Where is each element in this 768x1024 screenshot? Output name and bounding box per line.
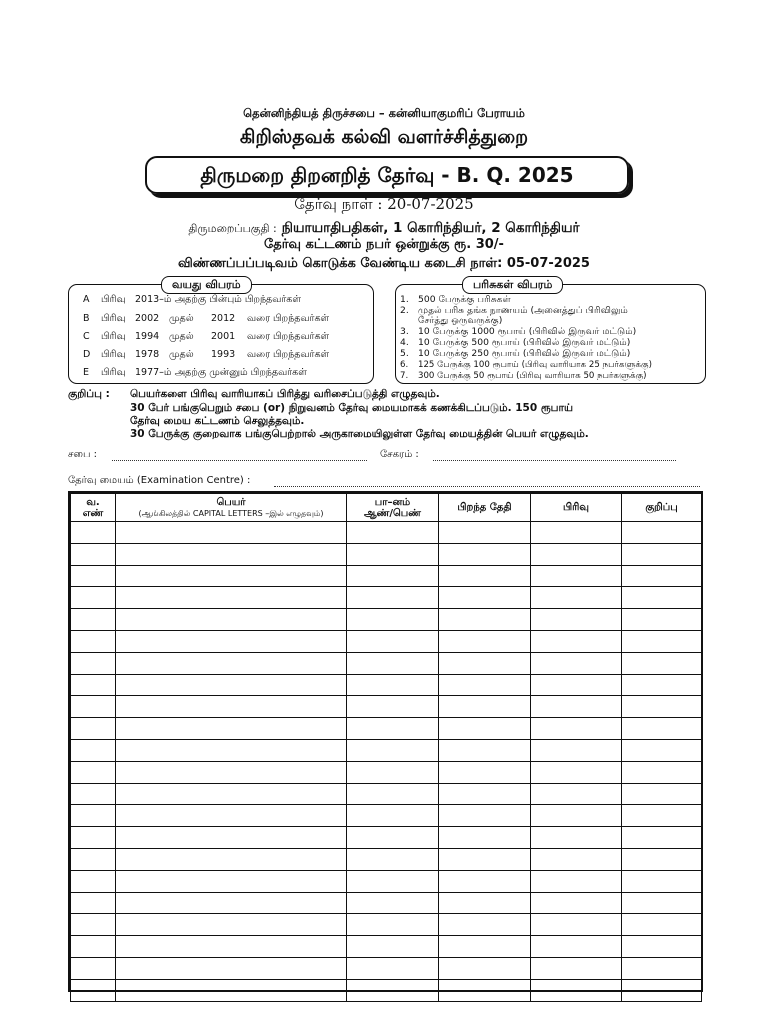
serial-cell[interactable] (71, 914, 116, 936)
birth-date-cell[interactable] (439, 914, 531, 936)
notes-label: குறிப்பு : (68, 388, 110, 400)
category-cell[interactable] (531, 805, 622, 827)
age-details-box (68, 278, 374, 384)
table-row (71, 761, 702, 783)
birth-date-cell[interactable] (439, 979, 531, 1001)
application-deadline: விண்ணப்பப்படிவம் கொடுக்க வேண்டிய கடைசி நாள்: 05-07-2025 (178, 256, 590, 271)
prize-details-box (395, 278, 706, 384)
gender-cell[interactable] (347, 630, 439, 652)
serial-cell[interactable] (71, 805, 116, 827)
birth-date-cell[interactable] (439, 587, 531, 609)
age-row: B பிரிவு 2002 முதல் 2012 வரை பிறந்தவர்கள் (83, 313, 330, 324)
birth-date-cell[interactable] (439, 652, 531, 674)
name-cell[interactable] (116, 783, 347, 805)
note-line: தேர்வு மைய கட்டணம் செலுத்தவும். (130, 415, 305, 427)
table-row (71, 892, 702, 914)
organization-line: தென்னிந்தியத் திருச்சபை – கன்னியாகுமரிப் பேராயம் (243, 106, 525, 120)
serial-cell[interactable] (71, 957, 116, 979)
birth-date-cell[interactable] (439, 696, 531, 718)
gender-cell[interactable] (347, 805, 439, 827)
gender-cell[interactable] (347, 870, 439, 892)
secretary-label: சேகரம் : (380, 449, 419, 460)
category-cell[interactable] (531, 609, 622, 631)
birth-date-cell[interactable] (439, 761, 531, 783)
age-row: E பிரிவு 1977–ம் அதற்கு முன்னும் பிறந்தவர்கள் (83, 367, 307, 378)
table-row (71, 827, 702, 849)
remarks-cell[interactable] (622, 652, 702, 674)
note-line: பெயர்களை பிரிவு வாரியாகப் பிரித்து வரிசைப்படுத்தி எழுதவும். (130, 388, 440, 400)
name-cell[interactable] (116, 565, 347, 587)
bible-section-row (0, 217, 768, 238)
table-row (71, 543, 702, 565)
serial-cell[interactable] (71, 761, 116, 783)
gender-cell[interactable] (347, 979, 439, 1001)
department-title: கிறிஸ்தவக் கல்வி வளர்ச்சித்துறை (239, 126, 529, 148)
category-cell[interactable] (531, 914, 622, 936)
exam-fee: தேர்வு கட்டணம் நபர் ஒன்றுக்கு ரூ. 30/- (264, 237, 504, 252)
age-row: A பிரிவு 2013–ம் அதற்கு பின்பும் பிறந்தவர்கள் (83, 294, 301, 305)
name-cell[interactable] (116, 957, 347, 979)
remarks-cell[interactable] (622, 761, 702, 783)
name-cell[interactable] (116, 870, 347, 892)
name-cell[interactable] (116, 587, 347, 609)
gender-cell[interactable] (347, 718, 439, 740)
serial-cell[interactable] (71, 696, 116, 718)
prize-item: 3. 10 பேருக்கு 1000 ரூபாய் (பிரிவில் இருவர் மட்டும்) (400, 326, 637, 337)
bible-section-value: நியாயாதிபதிகள், 1 கொரிந்தியர், 2 கொரிந்தியர் (281, 220, 580, 236)
remarks-cell[interactable] (622, 718, 702, 740)
name-cell[interactable] (116, 914, 347, 936)
birth-date-cell[interactable] (439, 827, 531, 849)
category-cell[interactable] (531, 761, 622, 783)
name-cell[interactable] (116, 805, 347, 827)
name-cell[interactable] (116, 522, 347, 544)
birth-date-cell[interactable] (439, 936, 531, 958)
name-cell[interactable] (116, 827, 347, 849)
remarks-cell[interactable] (622, 957, 702, 979)
category-cell[interactable] (531, 630, 622, 652)
gender-cell[interactable] (347, 543, 439, 565)
name-cell[interactable] (116, 892, 347, 914)
prize-item: 6. 125 பேருக்கு 100 ரூபாய் (பிரிவு வாரியாக 25 நபர்களுக்கு) (400, 360, 652, 370)
header-birth-date: பிறந்த தேதி (439, 494, 531, 522)
birth-date-cell[interactable] (439, 674, 531, 696)
serial-cell[interactable] (71, 892, 116, 914)
serial-cell[interactable] (71, 587, 116, 609)
table-header-row (71, 494, 702, 522)
prize-item: 2. முதல் பரிசு தங்க நாணயம் (அனைத்துப் பிரிவிலும் (400, 305, 628, 316)
gender-cell[interactable] (347, 696, 439, 718)
gender-cell[interactable] (347, 522, 439, 544)
remarks-cell[interactable] (622, 914, 702, 936)
prize-item: 1. 500 பேருக்கு பரிசுகள் (400, 294, 511, 305)
birth-date-cell[interactable] (439, 957, 531, 979)
serial-cell[interactable] (71, 848, 116, 870)
category-cell[interactable] (531, 718, 622, 740)
entry-table (68, 491, 703, 992)
table-row (71, 565, 702, 587)
table-row (71, 587, 702, 609)
table-row (71, 609, 702, 631)
gender-cell[interactable] (347, 565, 439, 587)
remarks-cell[interactable] (622, 805, 702, 827)
birth-date-cell[interactable] (439, 739, 531, 761)
serial-cell[interactable] (71, 674, 116, 696)
birth-date-cell[interactable] (439, 543, 531, 565)
note-line: 30 பேருக்கு குறைவாக பங்குபெற்றால் அருகாமையிலுள்ள தேர்வு மையத்தின் பெயர் எழுதவும். (130, 428, 589, 440)
serial-cell[interactable] (71, 870, 116, 892)
category-cell[interactable] (531, 565, 622, 587)
name-cell[interactable] (116, 936, 347, 958)
remarks-cell[interactable] (622, 936, 702, 958)
name-cell[interactable] (116, 696, 347, 718)
table-row (71, 979, 702, 1001)
church-label: சபை : (68, 449, 97, 460)
category-cell[interactable] (531, 543, 622, 565)
category-cell[interactable] (531, 957, 622, 979)
remarks-cell[interactable] (622, 783, 702, 805)
gender-cell[interactable] (347, 848, 439, 870)
serial-cell[interactable] (71, 739, 116, 761)
category-cell[interactable] (531, 870, 622, 892)
prize-item: 7. 300 பேருக்கு 50 ரூபாய் (பிரிவு வாரியாக 50 நபர்களுக்கு) (400, 371, 647, 381)
table-row (71, 805, 702, 827)
serial-cell[interactable] (71, 718, 116, 740)
prize-details-title: பரிசுகள் விபரம் (462, 276, 563, 294)
category-cell[interactable] (531, 522, 622, 544)
gender-cell[interactable] (347, 739, 439, 761)
category-cell[interactable] (531, 936, 622, 958)
gender-cell[interactable] (347, 674, 439, 696)
prize-item-continuation: சேர்த்து ஒருவருக்கு) (418, 315, 503, 326)
table-row (71, 718, 702, 740)
name-cell[interactable] (116, 630, 347, 652)
gender-cell[interactable] (347, 761, 439, 783)
serial-cell[interactable] (71, 609, 116, 631)
name-cell[interactable] (116, 848, 347, 870)
remarks-cell[interactable] (622, 827, 702, 849)
serial-cell[interactable] (71, 783, 116, 805)
serial-cell[interactable] (71, 979, 116, 1001)
prize-item: 4. 10 பேருக்கு 500 ரூபாய் (பிரிவில் இருவர் மட்டும்) (400, 337, 631, 348)
serial-cell[interactable] (71, 543, 116, 565)
exam-date: தேர்வு நாள் : 20-07-2025 (294, 195, 474, 213)
birth-date-cell[interactable] (439, 522, 531, 544)
table-row (71, 522, 702, 544)
remarks-cell[interactable] (622, 609, 702, 631)
birth-date-cell[interactable] (439, 892, 531, 914)
header-category: பிரிவு (531, 494, 622, 522)
birth-date-cell[interactable] (439, 783, 531, 805)
remarks-cell[interactable] (622, 587, 702, 609)
category-cell[interactable] (531, 739, 622, 761)
category-cell[interactable] (531, 783, 622, 805)
category-cell[interactable] (531, 696, 622, 718)
exam-centre-label: தேர்வு மையம் (Examination Centre) : (68, 475, 251, 486)
prize-item: 5. 10 பேருக்கு 250 ரூபாய் (பிரிவில் இருவர் மட்டும்) (400, 348, 631, 359)
birth-date-cell[interactable] (439, 609, 531, 631)
birth-date-cell[interactable] (439, 630, 531, 652)
remarks-cell[interactable] (622, 565, 702, 587)
table-row (71, 652, 702, 674)
remarks-cell[interactable] (622, 848, 702, 870)
gender-cell[interactable] (347, 827, 439, 849)
table-row (71, 870, 702, 892)
name-cell[interactable] (116, 543, 347, 565)
remarks-cell[interactable] (622, 543, 702, 565)
category-cell[interactable] (531, 827, 622, 849)
header-gender: பா–னம் ஆண்/பெண் (347, 494, 439, 522)
gender-cell[interactable] (347, 783, 439, 805)
gender-cell[interactable] (347, 957, 439, 979)
bible-section-label: திருமறைப்பகுதி : (188, 222, 277, 235)
gender-cell[interactable] (347, 587, 439, 609)
name-cell[interactable] (116, 739, 347, 761)
table-row (71, 739, 702, 761)
name-cell[interactable] (116, 761, 347, 783)
serial-cell[interactable] (71, 630, 116, 652)
gender-cell[interactable] (347, 652, 439, 674)
age-row: C பிரிவு 1994 முதல் 2001 வரை பிறந்தவர்கள் (83, 331, 330, 342)
name-cell[interactable] (116, 979, 347, 1001)
gender-cell[interactable] (347, 892, 439, 914)
secretary-field[interactable] (433, 460, 676, 461)
header-remarks: குறிப்பு (622, 494, 702, 522)
birth-date-cell[interactable] (439, 848, 531, 870)
birth-date-cell[interactable] (439, 870, 531, 892)
remarks-cell[interactable] (622, 739, 702, 761)
name-cell[interactable] (116, 718, 347, 740)
age-row: D பிரிவு 1978 முதல் 1993 வரை பிறந்தவர்கள் (83, 349, 330, 360)
remarks-cell[interactable] (622, 892, 702, 914)
serial-cell[interactable] (71, 936, 116, 958)
table-row (71, 696, 702, 718)
note-line: 30 பேர் பங்குபெறும் சபை (or) நிறுவனம் தேர்வு மையமாகக் கணக்கிடப்படும். 150 ரூபாய் (130, 402, 573, 414)
header-name: பெயர் (ஆங்கிலத்தில் CAPITAL LETTERS –இல் எழுதவும்) (116, 494, 347, 522)
name-cell[interactable] (116, 609, 347, 631)
category-cell[interactable] (531, 674, 622, 696)
exam-title-banner: திருமறை திறனறித் தேர்வு - B. Q. 2025 (145, 156, 629, 194)
gender-cell[interactable] (347, 914, 439, 936)
gender-cell[interactable] (347, 609, 439, 631)
serial-cell[interactable] (71, 652, 116, 674)
category-cell[interactable] (531, 587, 622, 609)
exam-centre-field[interactable] (274, 486, 700, 487)
category-cell[interactable] (531, 652, 622, 674)
name-cell[interactable] (116, 674, 347, 696)
category-cell[interactable] (531, 979, 622, 1001)
table-row (71, 957, 702, 979)
table-row (71, 674, 702, 696)
name-cell[interactable] (116, 652, 347, 674)
church-field[interactable] (112, 460, 367, 461)
remarks-cell[interactable] (622, 979, 702, 1001)
birth-date-cell[interactable] (439, 718, 531, 740)
serial-cell[interactable] (71, 827, 116, 849)
table-row (71, 914, 702, 936)
category-cell[interactable] (531, 848, 622, 870)
gender-cell[interactable] (347, 936, 439, 958)
category-cell[interactable] (531, 892, 622, 914)
serial-cell[interactable] (71, 522, 116, 544)
remarks-cell[interactable] (622, 870, 702, 892)
remarks-cell[interactable] (622, 674, 702, 696)
age-details-title: வயது விபரம் (161, 276, 252, 294)
remarks-cell[interactable] (622, 522, 702, 544)
table-row (71, 783, 702, 805)
table-row (71, 936, 702, 958)
remarks-cell[interactable] (622, 696, 702, 718)
remarks-cell[interactable] (622, 630, 702, 652)
table-row (71, 848, 702, 870)
serial-cell[interactable] (71, 565, 116, 587)
header-serial-no: வ. எண் (71, 494, 116, 522)
birth-date-cell[interactable] (439, 565, 531, 587)
birth-date-cell[interactable] (439, 805, 531, 827)
table-row (71, 630, 702, 652)
